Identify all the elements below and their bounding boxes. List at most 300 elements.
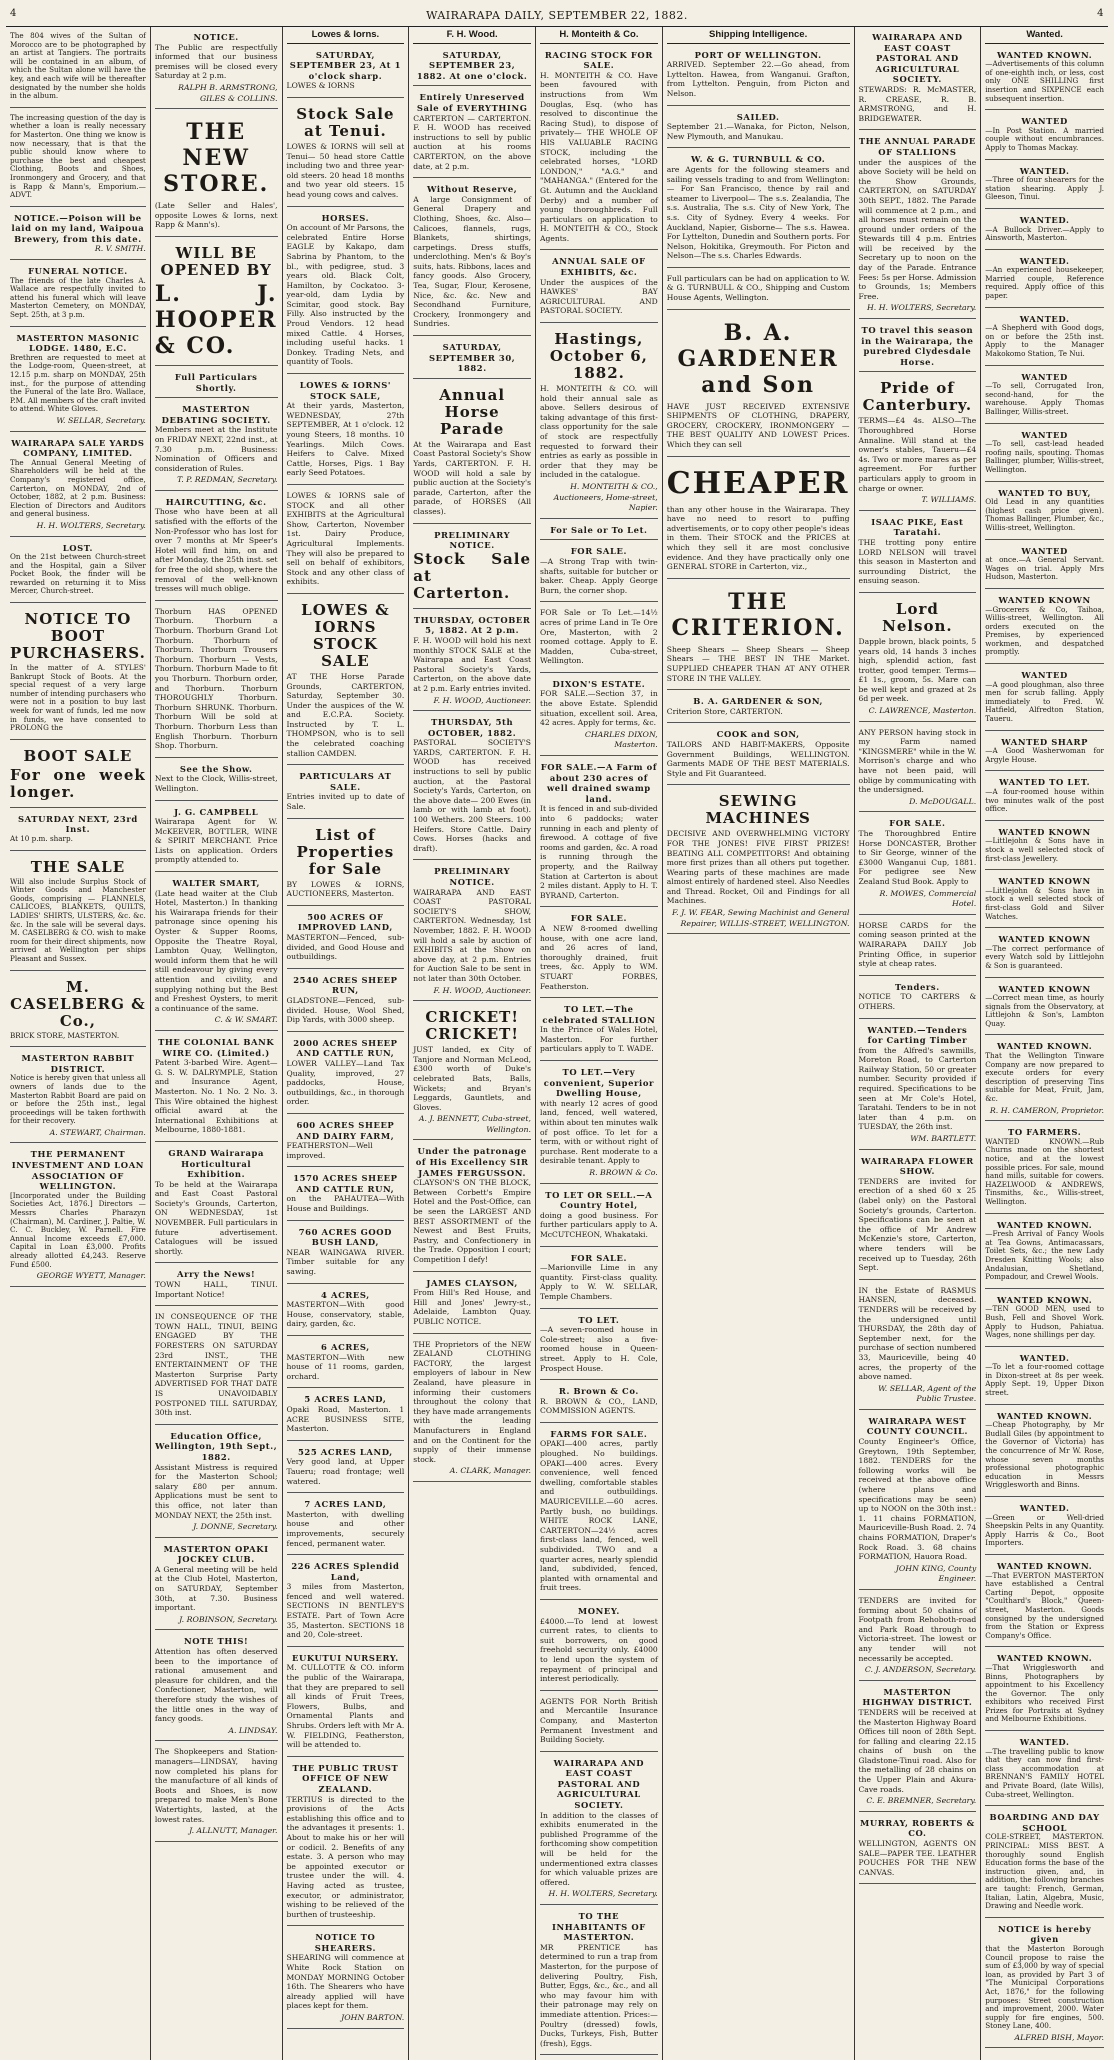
advertisement-heading: 4 ACRES, [321,1289,370,1300]
advertisement-heading: MURRAY, ROBERTS & CO. [859,1817,975,1839]
advertisement-signature: CHARLES DIXON, Masterton. [584,729,658,750]
advertisement [859,322,977,372]
column-4 [409,27,536,2060]
advertisement [413,382,531,524]
advertisement-heading: WANTED. [1019,1737,1070,1748]
advertisement-heading: WANTED. [1019,313,1070,324]
advertisement-body: —The travelling public to know that they can now find first-class accommodation at BRENNAN'S FAMILY HOTEL and Private Board, (late Wills), Cuba-street, Wellington. [985,1746,1104,1799]
advertisement [287,1496,405,1555]
advertisement [287,1170,405,1220]
advertisement [10,435,146,537]
advertisement-body: IN the Estate of RASMUS HANSEN, deceased. TENDERS will be received by the undersigned until THURSDAY, the 28th day of September next, for the purchase of section numbered 33, Mauriceville, being 40 acres, the property of the above named. [858,1285,977,1382]
advertisement-heading: 760 ACRES GOOD BUSH LAND, [298,1226,393,1248]
advertisement-heading: WAIRARAPA SALE YARDS COMPANY, LIMITED. [11,437,145,459]
advertisement-signature: C. E. BREMNER, Secretary. [866,1796,977,1806]
advertisement-signature: W. SELLAR, Agent of the Public Trustee. [878,1383,977,1404]
advertisement-body: —A four-roomed house within two minutes walk of the post office. [985,787,1104,814]
column-3 [283,27,410,2060]
advertisement [540,543,658,602]
advertisement-heading: WANTED.—Tenders for Carting Timber [867,1024,968,1046]
advertisement [155,875,278,1031]
advertisement-heading: R. Brown & Co. [558,1386,639,1397]
advertisement-body: BY LOWES & IORNS, AUCTIONEERS, Masterton. [286,879,405,899]
advertisement-heading: FOR SALE.—A Farm of about 230 acres of well drained swamp land. [540,762,658,804]
advertisement-body: M. CULLOTTE & CO. inform the public of the Wairarapa, that they are prepared to sell all kinds of Fruit Trees, Flowers, Bulbs, and Ornamental Plants and Shrubs. Orders left with Mr A. W. FIELDING, Featherston, will be attended to. [286,1663,405,1750]
advertisement-heading: WANTED KNOWN. [996,1560,1093,1571]
advertisement-body: —To sell, cast-lead headed roofing nails, spouting. Thomas Ballinger, plumber, Willis-street, Wellington. [985,439,1104,474]
advertisement-body: LOWES & IORNS will sell at Tenui— 50 head store Cattle including two and three year-old steers. 20 head 18 months and two year old steers. 15 head young cows and calves. [286,141,405,199]
advertisement [540,1001,658,1061]
advertisement-heading: HORSES. [321,212,370,223]
advertisement-heading: NOTICE. [193,32,239,42]
advertisement-body: R. BROWN & CO., LAND, COMMISSION AGENTS. [540,1396,658,1416]
advertisement [10,29,146,108]
advertisement [985,1408,1104,1497]
advertisement-signature: R. BROWN & Co. [589,1168,658,1177]
advertisement [10,111,146,207]
advertisement-heading: WALTER SMART, [172,878,261,889]
advertisement-body: HAVE JUST RECEIVED EXTENSIVE SHIPMENTS OF CLOTHING, DRAPERY, GROCERY, CROCKERY, IRONMONGERY — THE BEST QUALITY AND LOWEST Prices. Which they can sell [666,401,850,450]
advertisement-body: At the Wairarapa and East Coast Pastoral Society's Show Yards, CARTERTON. F. H. WOOD will hold a sale by public auction at the Society's parade, Carterton, after the parade, of HORSES (All classes). [413,439,532,516]
advertisement-heading: RACING STOCK FOR SALE. [544,49,653,71]
advertisement-body: It is fenced in and sub-divided into 6 paddocks; water running in each and plenty of firewood. A cottage of five rooms and garden, &c. A road is running through the property, and the Railway Station at Carterton is about 2 miles distant. Apply to H. T. BYRAND, Carterton. [540,804,658,900]
advertisement [985,1734,1104,1806]
advertisement [859,133,977,319]
advertisement-body: WELLINGTON, AGENTS ON SALE—PAPER TEE. LEATHER POUCHES FOR THE NEW CANVAS. [858,1839,977,1877]
advertisement-heading: THE NEW STORE. [163,119,270,198]
column-7 [855,27,982,2060]
advertisement [287,1558,405,1647]
advertisement-body: THE trotting pony entire LORD NELSON will travel this season in Masterton and surrounding District, the ensuing season. [858,537,977,586]
advertisement-body: SHEARING will commence at White Rock Station on MONDAY MORNING October 16th. The Shearers who have already applied will have places kept for them. [286,1953,405,2011]
advertisement [667,271,850,310]
advertisement-signature: JOHN BARTON. [341,2013,405,2023]
advertisement-body: Patent 3-barbed Wire. Agent—G. S. W. DALRYMPLE, Station and Insurance Agent, Masterton. No. 1 No. 2 No. 3. This Wire obtained the highest official award at the International Exhibitions at Melbourne, 1880-1881. [154,1058,278,1135]
advertisement [540,1603,658,1691]
advertisement-body: CLAYSON'S ON THE BLOCK, Between Corbett's Empire Hotel and the Post-Office, can be seen the LARGEST AND BEST ASSORTMENT of the Newest and Best Fruits, Pastry, and Confectionery in the Trade. Opposition I court; Competition I defy! [413,1178,532,1264]
advertisement [540,759,658,907]
advertisement-body: under the auspices of the above Society will be held on the Show Grounds, CARTERTON, on SATURDAY 30th SEPT., 1882. The Parade will commence at 2 p.m., and all horses must remain on the ground under orders of the Stewards till 4 p.m. Entries will be received by the Secretary up to noon on the day of the Parade. Entrance Fees: 5s per Horse. Admission to Grounds, 1s; Members Free. [858,157,977,301]
advertisement [10,210,146,260]
advertisement-body: OPAKI—400 acres, partly ploughed. No buildings. OPAKI—400 acres. Every convenience, well fenced dwelling, comfortable stables and outbuildings. MAURICEVILLE.—60 acres. Partly bush, no buildings. WHITE ROCK LANE, CARTERTON—24½ acres first-class land, fenced, well subdivided. TWO and a quarter acres, nearly splendid land, subdivided, fenced, planted with ornamental and fruit trees. [540,1439,658,1593]
advertisement [985,311,1104,366]
advertisement-heading: LOST. [62,542,94,553]
advertisement-heading: LOWES & IORNS' STOCK SALE, [299,380,392,401]
advertisement-body: —Fresh Arrival of Fancy Wools at Tea Gowns, Antimacassars, Toilet Sets, &c.; the new Lady Dresden Knitting Wools; also Andalusian, Shetland, Pompadour, and Crewel Wools. [985,1229,1104,1282]
advertisement-signature: C. J. ANDERSON, Secretary. [864,1665,977,1675]
advertisement [985,47,1104,111]
column-5 [536,27,663,2060]
advertisement [985,774,1104,820]
advertisement [985,427,1104,482]
advertisement-heading: Full Particulars Shortly. [174,371,258,393]
advertisement-body: County Engineer's Office, Greytown, 19th September, 1882. TENDERS for the following works will be received at the above office (where plans and specifications may be seen) up to NOON on the 30th inst.: 1. 11 chains FORMATION, Mauriceville-Bush Road. 2. 74 chains FORMATION, Draper's Rock Road. 3. 68 chains FORMATION, Hauora Road. [858,1437,977,1562]
advertisement-heading: DIXON'S ESTATE. [552,678,646,689]
advertisement-body: (Late Seller and Hales', opposite Lowes & Iorns, next Rapp & Mann's). [154,201,278,230]
advertisement-body: than any other house in the Wairarapa. They have no need to resort to puffing advertisements, or to copy other people's ideas in them. Their STOCK and the PRICES at which they sell it are most conclusive evidence. And they have practically only one GENERAL STORE in Carterton, viz., [666,504,850,572]
advertisement-body: AGENTS FOR North British and Mercantile Insurance Company, and Masterton Permanent Investment and Building Society. [540,1696,658,1745]
page-number-left: 4 [10,8,17,19]
advertisement-heading: 1570 ACRES SHEEP AND CATTLE RUN, [293,1173,398,1194]
advertisement-body: NEAR WAINGAWA RIVER. Timber suitable for any sawing. [286,1247,405,1277]
advertisement-body: In the Prince of Wales Hotel, Masterton. For further particulars apply to T. WADE. [540,1025,658,1054]
advertisement-heading: COOK and SON, [716,729,800,740]
advertisement [287,1339,405,1388]
advertisement-body: Thorburn HAS OPENED Thorburn. Thorburn a Thorburn. Thorburn Grand Lot Thorburn. Thorburn of Thorburn. Thorburn Trousers Thorburn. Thorburn — Vests, Thorburn. Thorburn Made to fit you Thorburn. Thorburn order, and Thorburn. Thorburn THOROUGHLY Thorburn. Thorburn SHRUNK. Thorburn. Thorburn Will be sold at Thorburn. Thorburn Less than English Thorburn. Thorburn Shop. Thorburn. [154,606,278,751]
advertisement-heading: 226 ACRES Splendid Land, [291,1561,400,1582]
advertisement-body: TOWN HALL, TINUI. Important Notice! [154,1280,278,1299]
advertisement [10,743,146,808]
advertisement [985,667,1104,731]
advertisement-heading: THE PERMANENT INVESTMENT AND LOAN ASSOCIATION OF WELLINGTON. [11,1149,145,1192]
advertisement-body: The friends of the late Charles A. Wallace are respectfully invited to attend his funeral which will leave Masterton Cemetery, on MONDAY, Sept. 25th, at 3 p.m. [10,275,146,320]
advertisement-heading: THE COLONIAL BANK WIRE CO. (Limited.) [158,1036,275,1058]
advertisement [985,931,1104,977]
advertisement-heading: WANTED KNOWN. [996,1653,1093,1664]
advertisement [10,854,146,971]
advertisement-body: TENDERS are invited for erection of a shed 60 x 25 (label only) on the Pastoral Society's grounds, Carterton. Specifications can be seen at the office of Mr Andrew McKenzie's store, Carterton, where tenders will be received up to Tuesday, 26th Sept. [858,1176,977,1273]
advertisement [985,1500,1104,1555]
advertisement-body: —That EVERTON MASTERTON have established a Central Carting Depot, opposite "Coulthard's Block," Queen-street, Masterton. Goods consigned by the undersigned from the Station or Express Company's Office. [985,1570,1104,1640]
advertisement-signature: GEORGE WYETT, Manager. [36,1271,146,1281]
advertisement-body: MASTERTON—With new house of 11 rooms, garden, orchard. [286,1352,405,1381]
advertisement-body: —Littlejohn & Sons have in stock a well selected stock of first-class Jewellery. [985,836,1104,863]
advertisement-body: On account of Mr Parsons, the celebrated Entire Horse EAGLE by Kakapo, dam Sabrina by Phantom, to the bl., with pedigree, stud. 3 years old. Black Colt, Hamilton, by Cockatoo. 3-year-old, dam Lydia by Scimitar, good stock. Bay Filly. Also instructed by the Proud Vendors. 12 head mixed Cattle. 4 Horses, including useful hacks. 1 Donkey. Trading Nets, and quantity of Tools. [286,223,405,367]
advertisement [667,693,850,723]
advertisement-heading: Tenders. [895,981,940,992]
advertisement-body: £4000.—To lend at lowest current rates, to clients to suit borrowers, on good freehold security only. £4000 to lend upon the system of repayment of principal and interest periodically. [540,1616,658,1684]
advertisement [413,89,531,178]
advertisement-body: —Advertisements of this column of one-eighth inch, or less, cost only ONE SHILLING first insertion and SIXPENCE each subsequent insertion. [985,59,1104,103]
advertisement [985,369,1104,424]
advertisement-heading: WANTED. [1019,1352,1070,1363]
advertisement-heading: WANTED. [1019,165,1070,176]
advertisement [10,540,146,604]
advertisement-body: WANTED KNOWN.—Rub Churns made on the shortest notice, and at the lowest possible prices. For sale, mound hand mills, suitable for cowers. HAZELWOOD & ANDREWS, Tinsmiths, &c., Willis-street, Wellington. [985,1136,1104,1206]
advertisement [985,113,1104,159]
advertisement-heading: SATURDAY, SEPTEMBER 23, At 1 o'clock sharp. [289,49,401,81]
advertisement-body: At their yards, Masterton, WEDNESDAY, 27th SEPTEMBER, At 1 o'clock. 12 young Steers, 18 months. 10 Yearlings. Milch Cows. Heifers to Calve. Mixed Cattle, Horses, Pigs. 1 Bay early Seed Potatoes. [286,401,405,478]
advertisement [10,606,146,740]
advertisement-heading: MASTERTON OPAKI JOCKEY CLUB. [163,1543,269,1565]
advertisement-heading: WANTED KNOWN. [996,1294,1093,1305]
advertisement-body: MR PRENTICE has determined to run a trap from Masterton, for the purpose of delivering Poultry, Fish, Butter, Eggs, &c., &c., and all who may favour him with their patronage may rely on immediate attention. Prices:— Poultry (dressed) fowls, Ducks, Turkeys, Fish, Butter (fresh), Eggs. [540,1942,658,2048]
advertisement-heading: ANNUAL SALE OF EXHIBITS, &c. [552,256,646,278]
advertisement [10,263,146,327]
advertisement [287,377,405,485]
advertisement [155,112,278,237]
advertisement-heading: WANTED. [1019,1503,1070,1513]
advertisement-body: The Shopkeepers and Station-managers—LINDSAY, having now completed his plans for the manufacture of all kinds of Boots and Shoes, is now prepared to make Men's Bone Watertights, lasted, at the lowest rates. [154,1747,278,1824]
advertisement-body: L. J. HOOPER & CO. [154,280,278,359]
advertisement-heading: FOR SALE. [889,818,946,829]
advertisement-heading: Arry the News! [177,1269,256,1280]
advertisement [155,1428,278,1538]
column-heading: Wanted. [985,29,1104,44]
advertisement-heading: WAIRARAPA FLOWER SHOW. [860,1155,974,1177]
advertisement-body: DECISIVE AND OVERWHELMING VICTORY FOR THE JONES! FIVE FIRST PRIZES! BEATING ALL COMPETITORS! And obtaining more first prizes than all others put together. Wearing parts of these machines are made almost entirely of hardened steel. Also Needles and Thread. Rocket, Oil and Findings for all Machines. [666,829,850,906]
advertisement [859,514,977,593]
advertisement-body: Wairarapa Agent for W. McKEEVER, BOTTLER, WINE & SPIRIT MERCHANT. Price Lists on application. Orders promptly attended to. [154,817,278,865]
advertisement [540,522,658,541]
advertisement-heading: TO THE INHABITANTS OF MASTERTON. [552,1911,646,1943]
advertisement-heading: WAIRARAPA AND EAST COAST PASTORAL AND AGRICULTURAL SOCIETY. [553,1757,645,1811]
advertisement-signature: J. ALLNUTT, Manager. [189,1826,278,1836]
advertisement-body: STEWARDS: R. McMASTER, R. CREASE, R. B. ARMSTRONG, and H. BRIDGEWATER. [858,84,977,123]
column-grid [6,27,1108,2048]
advertisement-body: from the Alfred's sawmills, Moreton Road, to Carterton Railway Station, 50 or greater number. Security provided if required. Specifications to be seen at Mr Cole's Hotel, Taratahi. Tenders to be in not later than 4 p.m. on TUESDAY, the 26th inst. [858,1045,977,1132]
advertisement-body: In addition to the classes of exhibits enumerated in the published Programme of the forthcoming show competition will be held for the undermentioned extra classes for which valuable prizes are offered. [540,1810,658,1887]
advertisement-body: On the 21st between Church-street and the Hospital, gain a Silver Pocket Book, the finder will be rewarded on returning it to Miss Mercer, Church-street. [10,552,146,596]
advertisement [10,1146,146,1286]
advertisement [413,1275,531,1334]
advertisement [287,101,405,207]
advertisement-body: —TEN GOOD MEN, used to Bush, Fell and Shovel Work. Apply to Hudson, Pahiatua. Wages, none shillings per day. [985,1304,1104,1340]
advertisement [155,1541,278,1631]
advertisement-heading: WANTED KNOWN [998,594,1091,605]
advertisement-heading: WAIRARAPA WEST COUNTY COUNCIL. [866,1415,969,1437]
advertisement [155,604,278,758]
advertisement-heading: THURSDAY, 5th OCTOBER, 1882. [427,717,517,738]
advertisement [985,981,1104,1036]
advertisement-body: LOWER VALLEY—Land Tax Quality, improved, 27 paddocks, House, outbuildings, &c., in thorough order. [286,1058,405,1107]
advertisement [985,212,1104,250]
advertisement-body: —To let a four-roomed cottage in Dixon-street at 8s per week. Apply Sept. 19, Upper Dixon street. [985,1362,1104,1398]
advertisement [985,1650,1104,1731]
advertisement-heading: ISAAC PIKE, East Taratahi. [871,516,964,538]
advertisement [859,918,977,976]
advertisement [287,1760,405,1927]
advertisement-heading: List of Properties for Sale [296,825,395,878]
advertisement [287,47,405,98]
advertisement [287,488,405,594]
advertisement [540,1694,658,1752]
advertisement [985,253,1104,308]
advertisement-heading: Without Reserve, [426,184,518,195]
advertisement-heading: Hastings, October 6, 1882. [549,330,648,383]
advertisement-body: To be held at the Wairarapa and East Coast Pastoral Society's Grounds, Carterton, ON WEDNESDAY, 1st NOVEMBER. Full particulars in future advertisement. Catalogues will be issued shortly. [154,1179,278,1256]
advertisement-heading: WANTED KNOWN. [996,1041,1093,1052]
advertisement-heading: WILL BE OPENED BY [160,243,272,279]
advertisement-heading: WANTED. [1019,214,1070,225]
advertisement-signature: WM. BARTLETT. [910,1134,977,1144]
advertisement-heading: PARTICULARS AT SALE. [299,771,392,792]
advertisement [540,1312,658,1381]
advertisement-heading: WANTED KNOWN [998,876,1091,887]
advertisement-heading: THE SALE [30,857,126,876]
advertisement [540,1187,658,1247]
advertisement [985,1292,1104,1347]
advertisement-signature: R. H. CAMERON, Proprietor. [989,1105,1104,1115]
advertisement-signature: C. & W. SMART. [214,1015,278,1025]
advertisement-body: Opaki Road, Masterton. 1 ACRE BUSINESS SITE, Masterton. [286,1404,405,1434]
advertisement [985,734,1104,772]
advertisement [985,1558,1104,1647]
advertisement-body: For one week longer. [10,765,146,801]
advertisement-signature: F. H. WOOD, Auctioneer. [433,985,532,995]
advertisement-heading: MASTERTON RABBIT DISTRICT. [21,1053,135,1074]
advertisement-signature: J. ROBINSON, Secretary. [179,1614,278,1624]
advertisement-heading: CRICKET! CRICKET! [425,1008,519,1044]
advertisement [413,47,531,87]
advertisement-body: TENDERS are invited for forming about 50 chains of Footpath from Rehoboth-road and Park Road through to Victoria-street. The lowest or any tender will not necessarily be accepted. [858,1595,977,1663]
advertisement-signature: T. WILLIAMS. [921,495,977,505]
advertisement-body: IN CONSEQUENCE OF THE TOWN HALL, TINUI, BEING ENGAGED BY THE FORESTERS ON SATURDAY 23rd INST., THE ENTERTAINMENT OF THE Masterton Surprise Party ADVERTISED FOR THAT DATE IS UNAVOIDABLY POSTPONED TILL SATURDAY, 30th inst. [154,1312,278,1418]
advertisement-body: H. MONTEITH & CO. will hold their annual sale as above. Sellers desirous of taking advantage of this first-class opportunity for the sale of stock are respectfully requested to forward their entries as early as possible in order that they may be included in the catalogue. [540,384,658,480]
advertisement-heading: WANTED SHARP [1001,736,1088,747]
column-heading: Lowes & Iorns. [287,29,405,44]
advertisement [859,1153,977,1280]
advertisement [287,1929,405,2028]
newspaper-title: WAIRARAPA DAILY, SEPTEMBER 22, 1882. [426,9,688,22]
advertisement-body: At 10 p.m. sharp. [10,834,73,843]
advertisement [413,1143,531,1271]
column-6 [663,27,855,2060]
advertisement-heading: GRAND Wairarapa Horticultural Exhibition. [168,1147,265,1180]
advertisement-body: —Grocerers & Co, Taihoa, Willis-street, Wellington. All orders executed on the Premises, by experienced workmen, and despatched promptly. [985,604,1104,657]
advertisement [413,181,531,336]
column-heading: F. H. Wood. [413,29,531,44]
advertisement-body: —The correct performance of every Watch sold by Littlejohn & Son is guaranteed. [985,943,1104,970]
advertisement-body: Old Lead in any quantities (highest cash price given). Thomas Ballinger, Plumber, &c., Willis-street, Wellington. [985,497,1104,532]
advertisement-body: ANY PERSON having stock in my Farm named "KINGSMERE" while in the W. Morrison's charge and who have not been paid, will oblige by communicating with the undersigned. [858,727,977,795]
advertisement [859,1684,977,1812]
advertisement-body: PASTORAL SOCIETY'S YARDS, CARTERTON. F. H. WOOD has received instructions to sell by public auction, at the Pastoral Society's Yards, Carterton, on the above date— 200 Ewes (in lamb or with lamb at foot). 100 Wethers. 200 Steers. 100 Heifers. Store Cattle. Dairy Cows. Horses (hacks and draft). [413,738,532,853]
advertisement-signature: A. CLARK, Manager. [449,1466,532,1476]
advertisement [540,253,658,323]
advertisement-heading: TO LET.—Very convenient, Superior Dwelling House, [543,1067,655,1099]
advertisement-heading: THURSDAY, OCTOBER 5, 1882. At 2 p.m. [413,614,531,636]
advertisement-body: The Thoroughbred Entire Horse DONCASTER, Brother to Sir George, winner of the £3000 Wanganui Cup, 1881. For pedigree see New Zealand Stud Book. Apply to [858,829,977,886]
advertisement-body: —A Bullock Driver.—Apply to Ainsworth, Masterton. [985,224,1104,243]
advertisement-body: FOR Sale or To Let.—14½ acres of prime Land in Te Ore Ore, Masterton, with 2 roomed cottage. Apply to E. Madden, Cuba-street, Wellington. [540,608,658,666]
advertisement-body: Notice is hereby given that unless all owners of lands due to the Masterton Rabbit Board are paid on or before the 25th inst., legal proceedings will be taken forthwith for their recovery. [10,1073,146,1126]
advertisement-heading: NOTICE TO SHEARERS. [314,1932,376,1953]
column-8 [981,27,1108,2060]
advertisement-heading: TO FARMERS. [1007,1127,1082,1138]
advertisement-signature: H. H. WOLTERS, Secretary. [36,520,146,530]
advertisement-signature: A. STEWART, Chairman. [49,1127,146,1137]
advertisement [985,1809,1104,1918]
advertisement-body: WAIRARAPA AND EAST COAST PASTORAL SOCIETY'S SHOW, CARTERTON. Wednesday, 1st November, 1882. F. H. WOOD will hold a sale by auction of EXHIBITS at the Show on above day, at 2 p.m. Entries for Auction Sale to be sent in not later than 30th October. [413,887,532,983]
advertisement-body: —A Shepherd with Good dogs, on or before the 25th inst. Apply to the Manager Makokomo Station, Te Nui. [985,323,1104,359]
advertisement-body: GLADSTONE—Fenced, sub-divided. House, Wool Shed, Dip Yards, with 3000 sheep. [286,995,405,1025]
advertisement-body: —In Post Station. A married couple without encumbrances. Apply to Thomas Mackay. [985,125,1104,152]
advertisement-body: Members meet at the Institute on FRIDAY NEXT, 22nd inst., at 7.30 p.m. Business: Nomination of Officers and consideration of Rules. [154,425,278,473]
advertisement-signature: J. DONNE, Secretary. [193,1522,278,1532]
advertisement-body: —A Strong Trap with twin-shafts, suitable for butcher or baker. Cheap. Apply George Burn, the corner shop. [540,556,658,595]
advertisement-heading: 525 ACRES LAND, [298,1446,393,1457]
advertisement [287,972,405,1032]
advertisement-heading: J. G. CAMPBELL [174,806,259,817]
advertisement [155,1309,278,1425]
advertisement-heading: WANTED KNOWN. [996,1219,1093,1230]
advertisement-heading: WANTED KNOWN [998,934,1091,945]
advertisement-heading: PORT OF WELLINGTON. [694,49,822,60]
advertisement-body: Masterton, with dwelling house and other improvements, securely fenced, permanent water. [286,1509,405,1548]
advertisement-heading: FOR SALE. [570,1252,628,1263]
advertisement-heading: Entirely Unreserved Sale of EVERYTHING [416,92,528,113]
advertisement-heading: WANTED [1021,670,1068,681]
advertisement-body: FOR SALE.—Section 37, in the above Estate. Splendid situation, excellent soil. Area, 42 acres. Apply for terms, &c. [540,689,658,728]
advertisement-body: —Littlejohn & Sons have in stock a well selected stock of first-class Gold and Silver Watches. [985,885,1104,921]
advertisement-heading: MASTERTON HIGHWAY DISTRICT. [862,1686,973,1708]
advertisement-heading: TO LET. [578,1314,620,1325]
advertisement [985,1124,1104,1213]
advertisement-heading: 7 ACRES LAND, [304,1499,387,1510]
advertisement [10,330,146,432]
advertisement-heading: 6 ACRES, [321,1342,370,1352]
advertisement-heading: BOOT SALE [23,746,133,765]
advertisement [985,1350,1104,1405]
advertisement-body: JUST landed, ex City of Tanjore and Norman McLeod, £300 worth of Duke's celebrated Bats, Balls, Wickets; and Bryan's Leggards, Gauntlets, and Gloves. [413,1045,532,1112]
advertisement-body: NOTICE TO CARTERS & OTHERS. [858,992,977,1011]
advertisement [859,979,977,1019]
advertisement-heading: FOR SALE. [570,913,628,924]
advertisement-body: A NEW 8-roomed dwelling house, with one acre land, and 26 acres of land, thoroughly drained, fruit trees, &c. Apply to WM. STUART FORBES, Featherston. [540,923,658,991]
column-1 [6,27,151,2060]
advertisement-heading: WANTED. [1019,255,1070,266]
advertisement-body: Assistant Mistress is required for the Masterton School; salary £80 per annum. Applications must be sent to this office, not later than MONDAY NEXT, the 25th inst. [154,1462,278,1520]
advertisement-body: MASTERTON—Fenced, sub-divided, and Good House and outbuildings. [286,933,405,962]
advertisement [859,1413,977,1590]
advertisement-heading: NOTICE TO BOOT PURCHASERS. [10,610,146,663]
advertisement [413,1004,531,1140]
advertisement [667,726,850,785]
advertisement-heading: FUNERAL NOTICE. [28,266,128,277]
advertisement-heading: Annual Horse Parade [439,385,506,438]
advertisement-heading: B. A. GARDENER and Son [677,319,839,398]
advertisement-body: at once.—A General Servant. Wages on trial. Apply Mrs Hudson, Masterton. [985,555,1104,582]
advertisement-heading: B. A. GARDENER & SON, [693,696,824,707]
advertisement [413,612,531,711]
advertisement [155,494,278,601]
advertisement-heading: EUKUTUI NURSERY. [291,1652,399,1663]
advertisement-signature: H. H. WOLTERS, Secretary. [548,1889,658,1899]
advertisement-heading: THE PUBLIC TRUST OFFICE OF NEW ZEALAND. [292,1762,399,1794]
advertisement-signature: RALPH B. ARMSTRONG, GILES & COLLINS. [178,82,278,103]
advertisement-body: —A seven-roomed house in Cole-street; also a five-roomed house in Queen-street. Apply to H. Cole, Prospect House. [540,1325,658,1373]
advertisement-body: The Public are respectfully informed that our business premises will be closed every Saturday at 2 p.m. [154,42,278,81]
advertisement-signature: H. H. WOLTERS, Secretary. [866,303,977,313]
advertisement-heading: Education Office, Wellington, 19th Sept., 1882. [155,1430,278,1462]
advertisement-heading: LOWES & IORNS STOCK SALE [301,600,390,670]
column-heading: Shipping Intelligence. [667,29,850,44]
advertisement-heading: THE CRITERION. [671,588,845,641]
advertisement [859,29,977,130]
advertisement [667,109,850,149]
advertisement [155,1744,278,1841]
advertisement-body: H. MONTEITH & CO. Have been favoured with instructions from Wm Douglas, Esq. (who has resolved to discontinue the Racing Stud), to dispose of privately— THE WHOLE OF HIS VALUABLE RACING STOCK, including the celebrated horses, "LORD LONDON," "A.G." and "MAHANGA." (Entered for the Gt. Autumn and the Auckland Derby) and a number of young thoroughbreds. Full particulars on application to H. MONTEITH & CO., Stock Agents. [540,70,658,243]
advertisement-body: —That Wrigglesworth and Binns, Photographers by appointment to his Excellency the Governor. The only exhibitors who received First Prizes for Portraits at Sydney and Melbourne Exhibitions. [985,1662,1104,1724]
advertisement-body: Entries invited up to date of Sale. [286,792,405,812]
advertisement-body: TERTIUS is directed to the provisions of the Acts establishing this office and to the advantages it presents: 1. About to make his or her will or codicil. 2. Benefits of any estate. 3. A person who may be appointed executor or trustee under the will. 4. Having acted as trustee, executor, or administrator, wishing to be relieved of the burthen of trusteeship. [286,1794,405,1919]
column-2 [151,27,283,2060]
advertisement-heading: CHEAPER [666,465,850,501]
page-number-right: 4 [1097,8,1104,19]
advertisement-body: Sheep Shears — Sheep Shears — Sheep Shears — THE BEST IN THE Market. SUPPLIED CHEAPER THAN AT ANY OTHER STORE IN THE VALLEY. [666,644,850,683]
advertisement-signature: R. V. SMITH. [94,244,146,254]
advertisement-heading: WAIRARAPA AND EAST COAST PASTORAL AND AGRICULTURAL SOCIETY. [872,32,963,85]
advertisement-signature: ALFRED BISH, Mayor. [1014,2032,1104,2042]
advertisement-signature: F. J. W. FEAR, Sewing Machinist and General Repairer, WILLIS-STREET, WELLINGTON. [671,908,850,928]
advertisement-body: CARTERTON — CARTERTON. F. H. WOOD has received instructions to sell by public auction at his rooms CARTERTON, on the above date, at 2 p.m. [413,113,532,171]
advertisement-heading: PRELIMINARY NOTICE. [434,529,511,551]
advertisement-body: AT THE Horse Parade Grounds, CARTERTON, Saturday, September 30. Under the auspices of the W. and E.C.P.A. Society. Instructed by T. L. THOMPSON, who is to sell the celebrated coaching stallion CAMDEN. [286,671,405,758]
advertisement [155,369,278,398]
advertisement [155,1633,278,1741]
advertisement-body: COLE-STREET, MASTERTON. PRINCIPAL: MISS BEST. A thoroughly sound English Education forms the base of the instruction given, and, in addition, the following branches are taught: French, German, Italian, Latin, Algebra, Music, Drawing and Needle work. [985,1832,1104,1911]
